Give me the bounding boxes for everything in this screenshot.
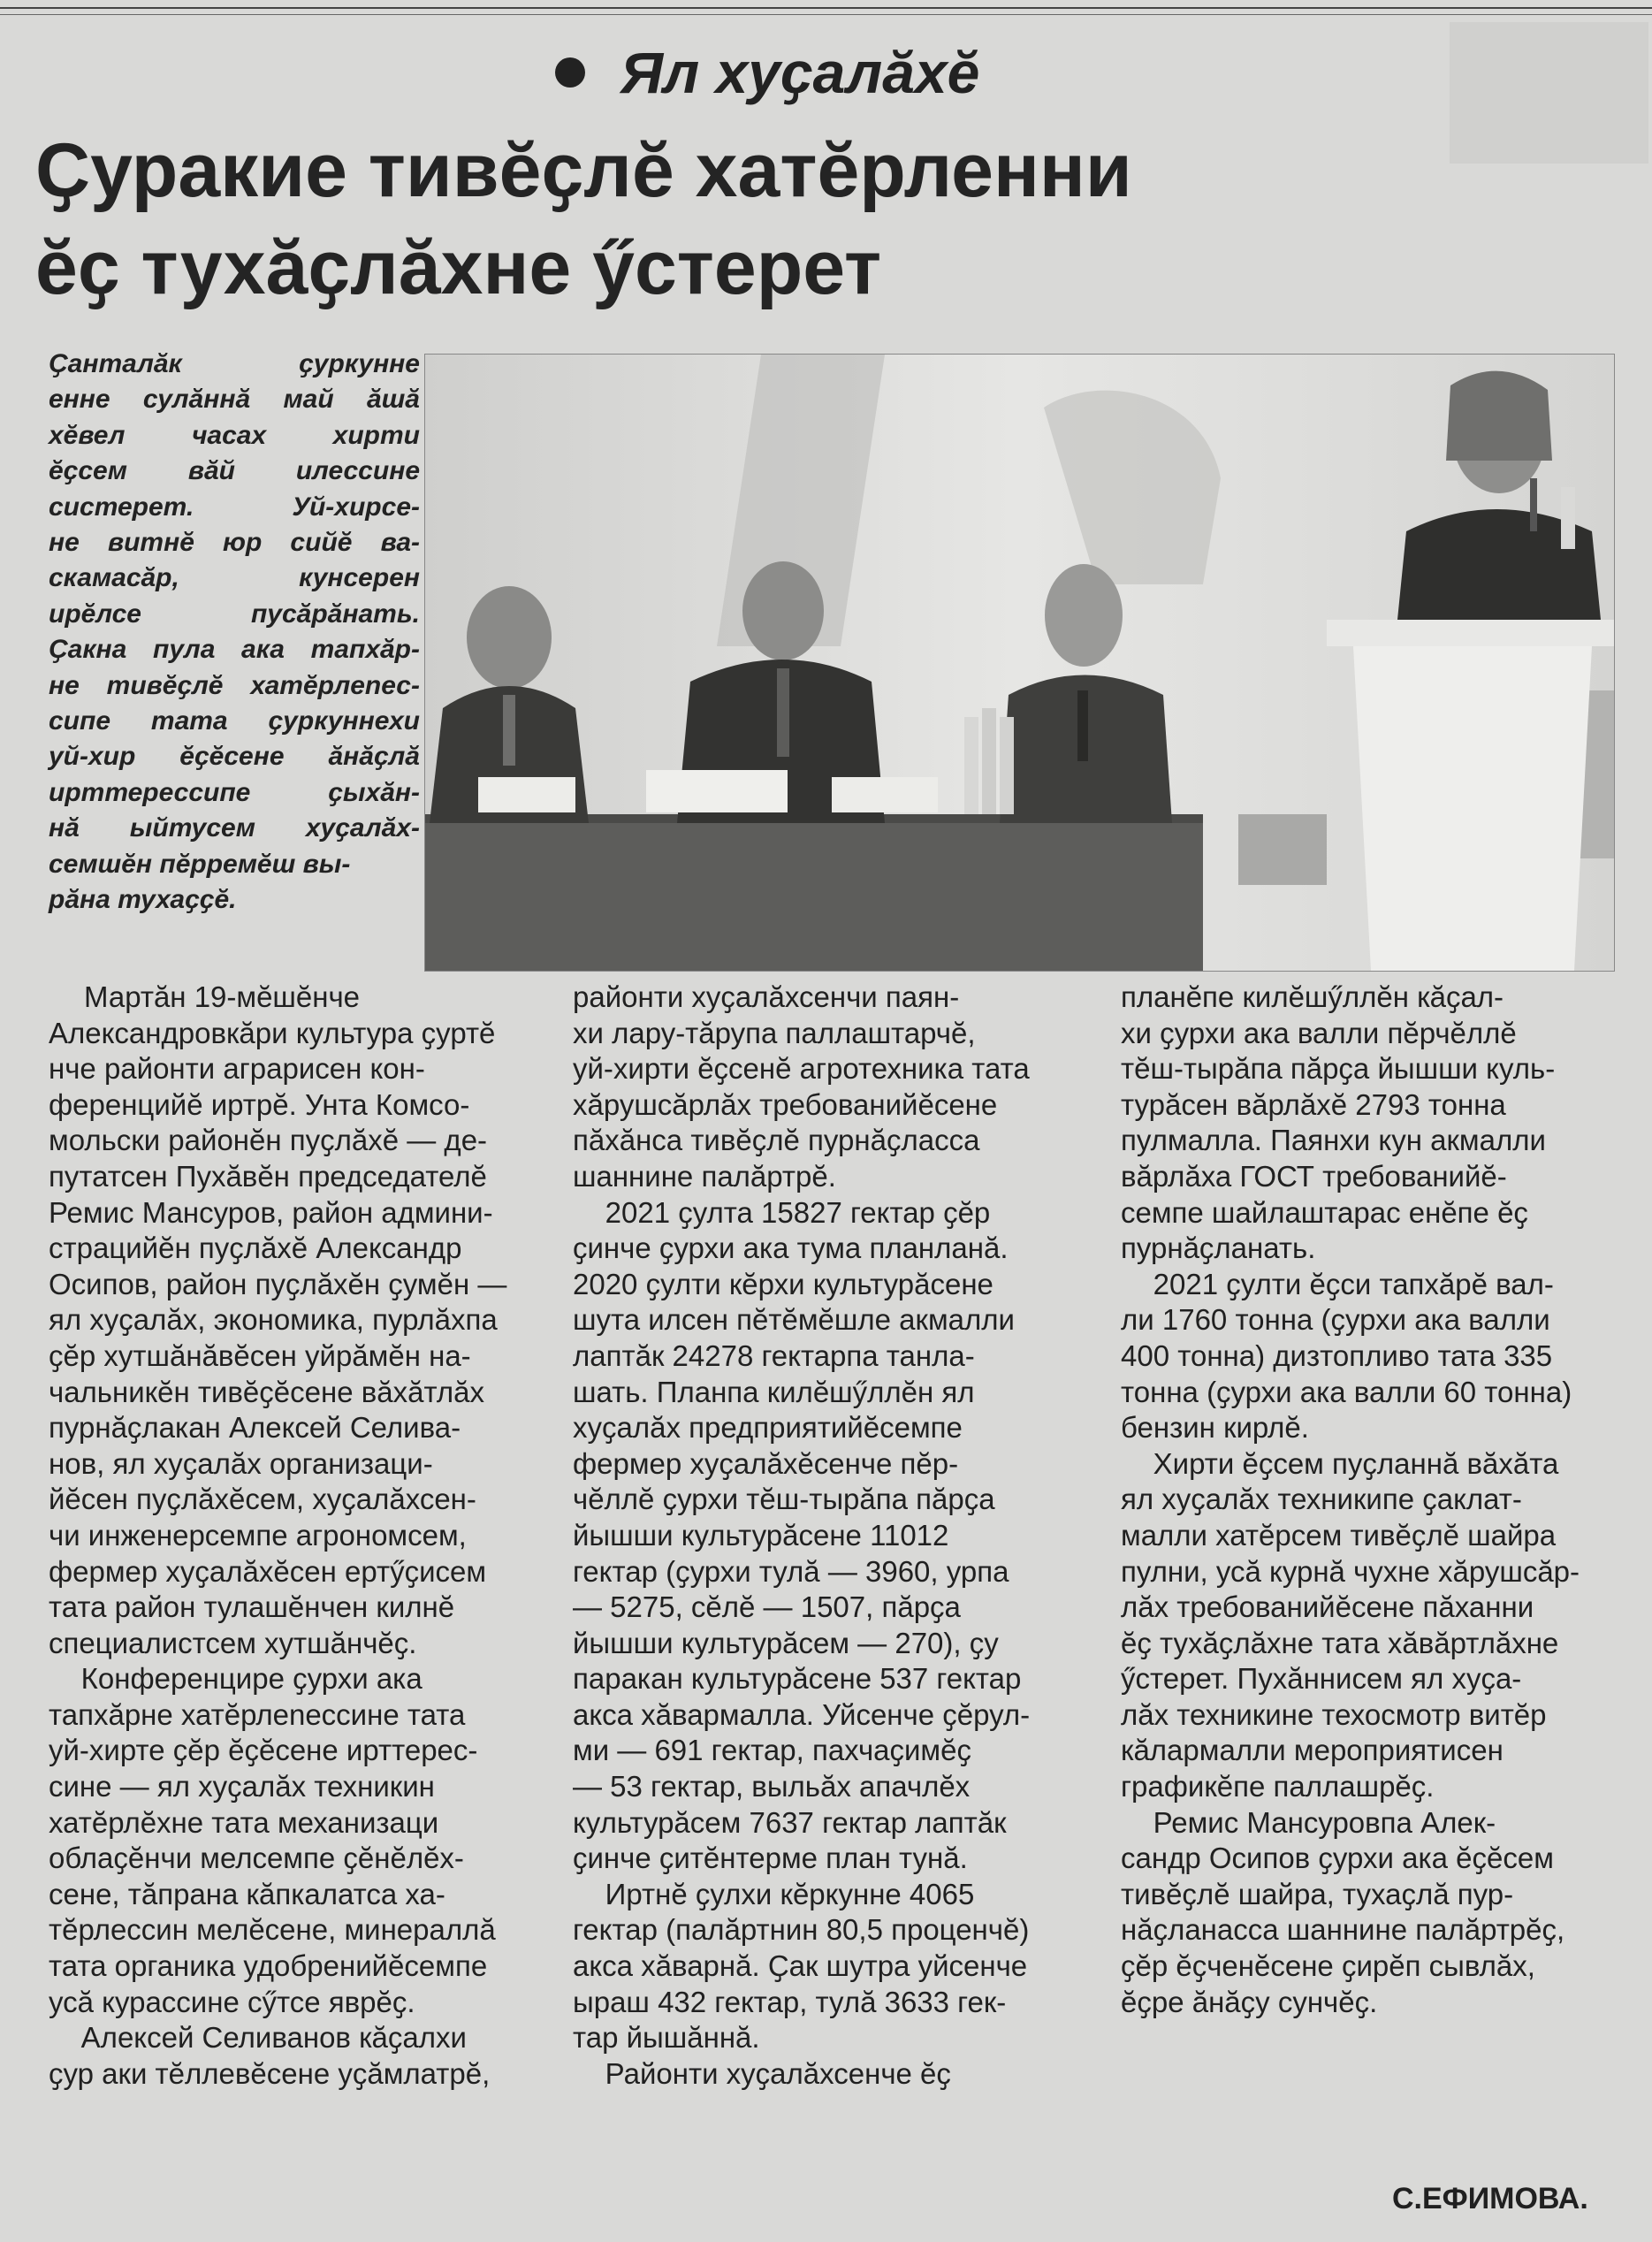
text-line: Алексей Селиванов кӑҫалхи xyxy=(49,2021,467,2055)
lead-line: ӗҫсем вӑй илессине xyxy=(49,456,420,486)
text-line: бензин кирлӗ. xyxy=(1121,1411,1309,1445)
text-line: Ремис Мансуровпа Алек- xyxy=(1121,1805,1496,1839)
lead-line: уй-хир ӗҫӗсене ӑнӑҫлӑ xyxy=(49,742,420,772)
text-line: 2020 ҫулти кӗрхи культурӑсене xyxy=(573,1267,993,1300)
text-line: тӗш-тырӑпа пӑрҫа йышши куль- xyxy=(1121,1052,1556,1086)
text-line: пулни, усӑ курнӑ чухне хӑрушсӑр- xyxy=(1121,1554,1580,1588)
text-line: уй-хирти ӗҫсенӗ агротехника тата xyxy=(573,1052,1030,1086)
text-line: путатсен Пухӑвӗн председателӗ xyxy=(49,1159,487,1193)
conference-photo xyxy=(424,354,1615,972)
text-line: 400 тонна) дизтопливо тата 335 xyxy=(1121,1338,1553,1372)
text-line: тӗрлессин мелӗсене, минераллӑ xyxy=(49,1913,496,1947)
text-line: ӗҫ тухӑҫлӑхне тата хӑвӑртлӑхне xyxy=(1121,1626,1559,1659)
text-line: тивӗҫлӗ шайра, тухаҫлӑ пур- xyxy=(1121,1877,1514,1910)
lead-line: рӑна тухаҫҫӗ. xyxy=(49,885,237,915)
text-line: тата район тулашӗнчен килнӗ xyxy=(49,1590,455,1624)
top-rule xyxy=(0,7,1652,9)
text-line: графикӗпе паллашрӗҫ. xyxy=(1121,1770,1435,1804)
text-line: нов, ял хуҫалӑх организаци- xyxy=(49,1446,433,1480)
text-line: лӑх требованийӗсене пӑханни xyxy=(1121,1590,1534,1624)
text-line: ли 1760 тонна (ҫурхи ака валли xyxy=(1121,1303,1550,1337)
article-column-3 xyxy=(1121,980,1618,2020)
headline xyxy=(35,122,1361,316)
text-line: гектар (ҫурхи тулӑ — 3960, урпа xyxy=(573,1554,1009,1588)
text-line: специалистсем хутшӑнчӗҫ. xyxy=(49,1626,417,1659)
text-line: ӗҫре ӑнӑҫу сунчӗҫ. xyxy=(1121,1985,1378,2018)
text-line: ференцийӗ иртрӗ. Унта Комсо- xyxy=(49,1087,470,1121)
lead-line: Ҫакна пула ака тапхӑр- xyxy=(49,635,420,665)
author-signature: С.ЕФИМОВА. xyxy=(1392,2182,1588,2215)
text-line: пурнӑҫлакан Алексей Селива- xyxy=(49,1411,461,1445)
text-line: тата органика удобренийӗсемпе xyxy=(49,1949,488,1983)
text-line: Конференцире ҫурхи ака xyxy=(49,1662,423,1696)
text-line: ми — 691 гектар, пахчаҫимӗҫ xyxy=(573,1734,971,1767)
headline-line: Ҫуракие тивӗҫлӗ хатӗрленни xyxy=(35,128,1132,213)
text-line: пурнӑҫланать. xyxy=(1121,1232,1316,1265)
lead-line: ирттерессипе ҫыхӑн- xyxy=(49,777,420,807)
text-line: Ремис Мансуров, район админи- xyxy=(49,1195,493,1229)
text-line: пулмалла. Паянхи кун акмалли xyxy=(1121,1124,1546,1157)
text-line: акса хӑвармалла. Уйсенче ҫӗрул- xyxy=(573,1697,1031,1731)
text-line: мольски районӗн пуҫлӑхӗ — де- xyxy=(49,1124,488,1157)
text-line: планӗпе килӗшӳллӗн кӑҫал- xyxy=(1121,980,1504,1013)
text-line: йышши культурӑсем — 270), ҫу xyxy=(573,1626,999,1659)
text-line: ыраш 432 гектар, тулӑ 3633 гек- xyxy=(573,1985,1007,2018)
text-line: йышши культурӑсене 11012 xyxy=(573,1518,949,1552)
text-line: 2021 ҫулти ӗҫси тапхӑрӗ вал- xyxy=(1121,1267,1554,1300)
top-rule-thin xyxy=(0,14,1652,15)
text-line: акса хӑварнӑ. Ҫак шутра уйсенче xyxy=(573,1949,1028,1983)
text-line: сандр Осипов ҫурхи ака ӗҫӗсем xyxy=(1121,1842,1554,1875)
text-line: чи инженерсемпе агрономсем, xyxy=(49,1518,467,1552)
lead-line: ирӗлсе пусӑрӑнать. xyxy=(49,599,420,629)
lead-line: систерет. Уй-хирсе- xyxy=(49,492,420,522)
text-line: Мартӑн 19-мӗшӗнче xyxy=(84,980,361,1013)
show-through-area xyxy=(1450,22,1648,164)
text-line: шаннине палӑртрӗ. xyxy=(573,1159,836,1193)
text-line: Александровкӑри культура ҫуртӗ xyxy=(49,1016,496,1049)
lead-paragraph xyxy=(49,347,420,919)
headline-line: ӗҫ тухӑҫлӑхне ӳстерет xyxy=(35,225,882,310)
text-line: тапхӑрне хатӗрлenессине тата xyxy=(49,1697,466,1731)
text-line: фермер хуҫалӑхӗсен ертӳҫисем xyxy=(49,1554,487,1588)
text-line: семпе шайлаштарас енӗпе ӗҫ xyxy=(1121,1195,1528,1229)
text-line: йӗсен пуҫлӑхӗсем, хуҫалӑхсен- xyxy=(49,1483,476,1516)
lead-line: не тивӗҫлӗ хатӗрлenес- xyxy=(49,670,420,700)
text-line: хи ҫурхи ака валли пӗрчӗллӗ xyxy=(1121,1016,1517,1049)
article-column-2 xyxy=(573,980,1072,2092)
lead-line: сипе тата ҫуркуннехи xyxy=(49,706,420,736)
lead-line: не витнӗ юр сийӗ ва- xyxy=(49,528,420,558)
text-line: хи лару-тӑрупа паллаштарчӗ, xyxy=(573,1016,976,1049)
text-line: нче районти аграрисен кон- xyxy=(49,1052,425,1086)
text-line: хӑрушсӑрлӑх требованийӗсене xyxy=(573,1087,998,1121)
text-line: гектар (палӑртнин 80,5 проценчӗ) xyxy=(573,1913,1030,1947)
text-line: кӑлармалли мероприятисен xyxy=(1121,1734,1504,1767)
article-column-1 xyxy=(49,980,530,2092)
lead-line: скамасӑр, кунсерен xyxy=(49,563,420,593)
rubric-title: Ял хуҫалӑхӗ xyxy=(620,40,980,105)
lead-line: Ҫанталӑк ҫуркунне xyxy=(49,349,420,378)
text-line: ҫӗр ӗҫченӗсене ҫирӗп сывлӑх, xyxy=(1121,1949,1535,1983)
text-line: 2021 ҫулта 15827 гектар ҫӗр xyxy=(573,1195,991,1229)
text-line: лаптӑк 24278 гектарпа танла- xyxy=(573,1338,975,1372)
text-line: ҫинче ҫитӗнтерме план тунӑ. xyxy=(573,1842,968,1875)
text-line: вӑрлӑха ГОСТ требованийӗ- xyxy=(1121,1159,1507,1193)
text-line: — 5275, сӗлӗ — 1507, пӑрҫа xyxy=(573,1590,961,1624)
text-line: малли хатӗрсем тивӗҫлӗ шайра xyxy=(1121,1518,1557,1552)
lead-line: хӗвел часах хирти xyxy=(49,420,420,450)
text-line: тонна (ҫурхи ака валли 60 тонна) xyxy=(1121,1375,1572,1408)
text-line: сине — ял хуҫалӑх техникин xyxy=(49,1770,435,1804)
bullet-dot-icon xyxy=(555,57,585,88)
text-line: чӗллӗ ҫурхи тӗш-тырӑпа пӑрҫа xyxy=(573,1483,995,1516)
text-line: Районти хуҫалӑхсенче ӗҫ xyxy=(573,2056,951,2090)
text-line: Иртнӗ ҫулхи кӗркунне 4065 xyxy=(573,1877,975,1910)
text-line: — 53 гектар, выльӑх апачлӗх xyxy=(573,1770,971,1804)
text-line: ҫинче ҫурхи ака тума планланӑ. xyxy=(573,1232,1009,1265)
text-line: фермер хуҫалӑхӗсенче пӗр- xyxy=(573,1446,959,1480)
text-line: ял хуҫалӑх техникипе ҫаклат- xyxy=(1121,1483,1522,1516)
lead-line: енне сулӑннӑ май ӑшӑ xyxy=(49,385,420,415)
text-line: паракан культурӑсене 537 гектар xyxy=(573,1662,1022,1696)
lead-line: нӑ ыйтусем хуҫалӑх- xyxy=(49,813,420,843)
text-line: районти хуҫалӑхсенчи паян- xyxy=(573,980,960,1013)
text-line: страцийӗн пуҫлӑхӗ Александр xyxy=(49,1232,462,1265)
lead-line: семшӗн пӗрремӗш вы- xyxy=(49,849,351,879)
text-line: ӳстерет. Пухӑннисем ял хуҫа- xyxy=(1121,1662,1522,1696)
text-line: турӑсен вӑрлӑхӗ 2793 тонна xyxy=(1121,1087,1506,1121)
text-line: усӑ курассине сӳтсе яврӗҫ. xyxy=(49,1985,415,2018)
text-line: сене, тӑпрана кӑпкалатса ха- xyxy=(49,1877,445,1910)
text-line: ял хуҫалӑх, экономика, пурлӑхпа xyxy=(49,1303,498,1337)
text-line: Хирти ӗҫсем пуҫланнӑ вӑхӑта xyxy=(1121,1446,1559,1480)
text-line: культурӑсем 7637 гектар лаптӑк xyxy=(573,1805,1007,1839)
text-line: ҫӗр хутшӑнӑвӗсен уйрӑмӗн на- xyxy=(49,1338,471,1372)
text-line: хуҫалӑх предприятийӗсемпе xyxy=(573,1411,963,1445)
text-line: лӑх техникине техосмотр витӗр xyxy=(1121,1697,1547,1731)
text-line: пӑхӑнса тивӗҫлӗ пурнӑҫласса xyxy=(573,1124,980,1157)
rubric xyxy=(555,37,979,108)
text-line: чальникӗн тивӗҫӗсене вӑхӑтлӑх xyxy=(49,1375,484,1408)
text-line: ҫур аки тӗллевӗсене уҫӑмлатрӗ, xyxy=(49,2056,491,2090)
text-line: облаҫӗнчи мелсемпе ҫӗнӗлӗх- xyxy=(49,1842,464,1875)
text-line: Осипов, район пуҫлӑхӗн ҫумӗн — xyxy=(49,1267,507,1300)
text-line: шать. Планпа килӗшӳллӗн ял xyxy=(573,1375,975,1408)
text-line: уй-хирте ҫӗр ӗҫӗсене ирттерес- xyxy=(49,1734,478,1767)
text-line: нӑҫланасса шаннине палӑртрӗҫ, xyxy=(1121,1913,1565,1947)
text-line: тар йышӑннӑ. xyxy=(573,2021,760,2055)
text-line: шута илсен пӗтӗмӗшле акмалли xyxy=(573,1303,1015,1337)
text-line: хатӗрлӗхне тата механизаци xyxy=(49,1805,439,1839)
